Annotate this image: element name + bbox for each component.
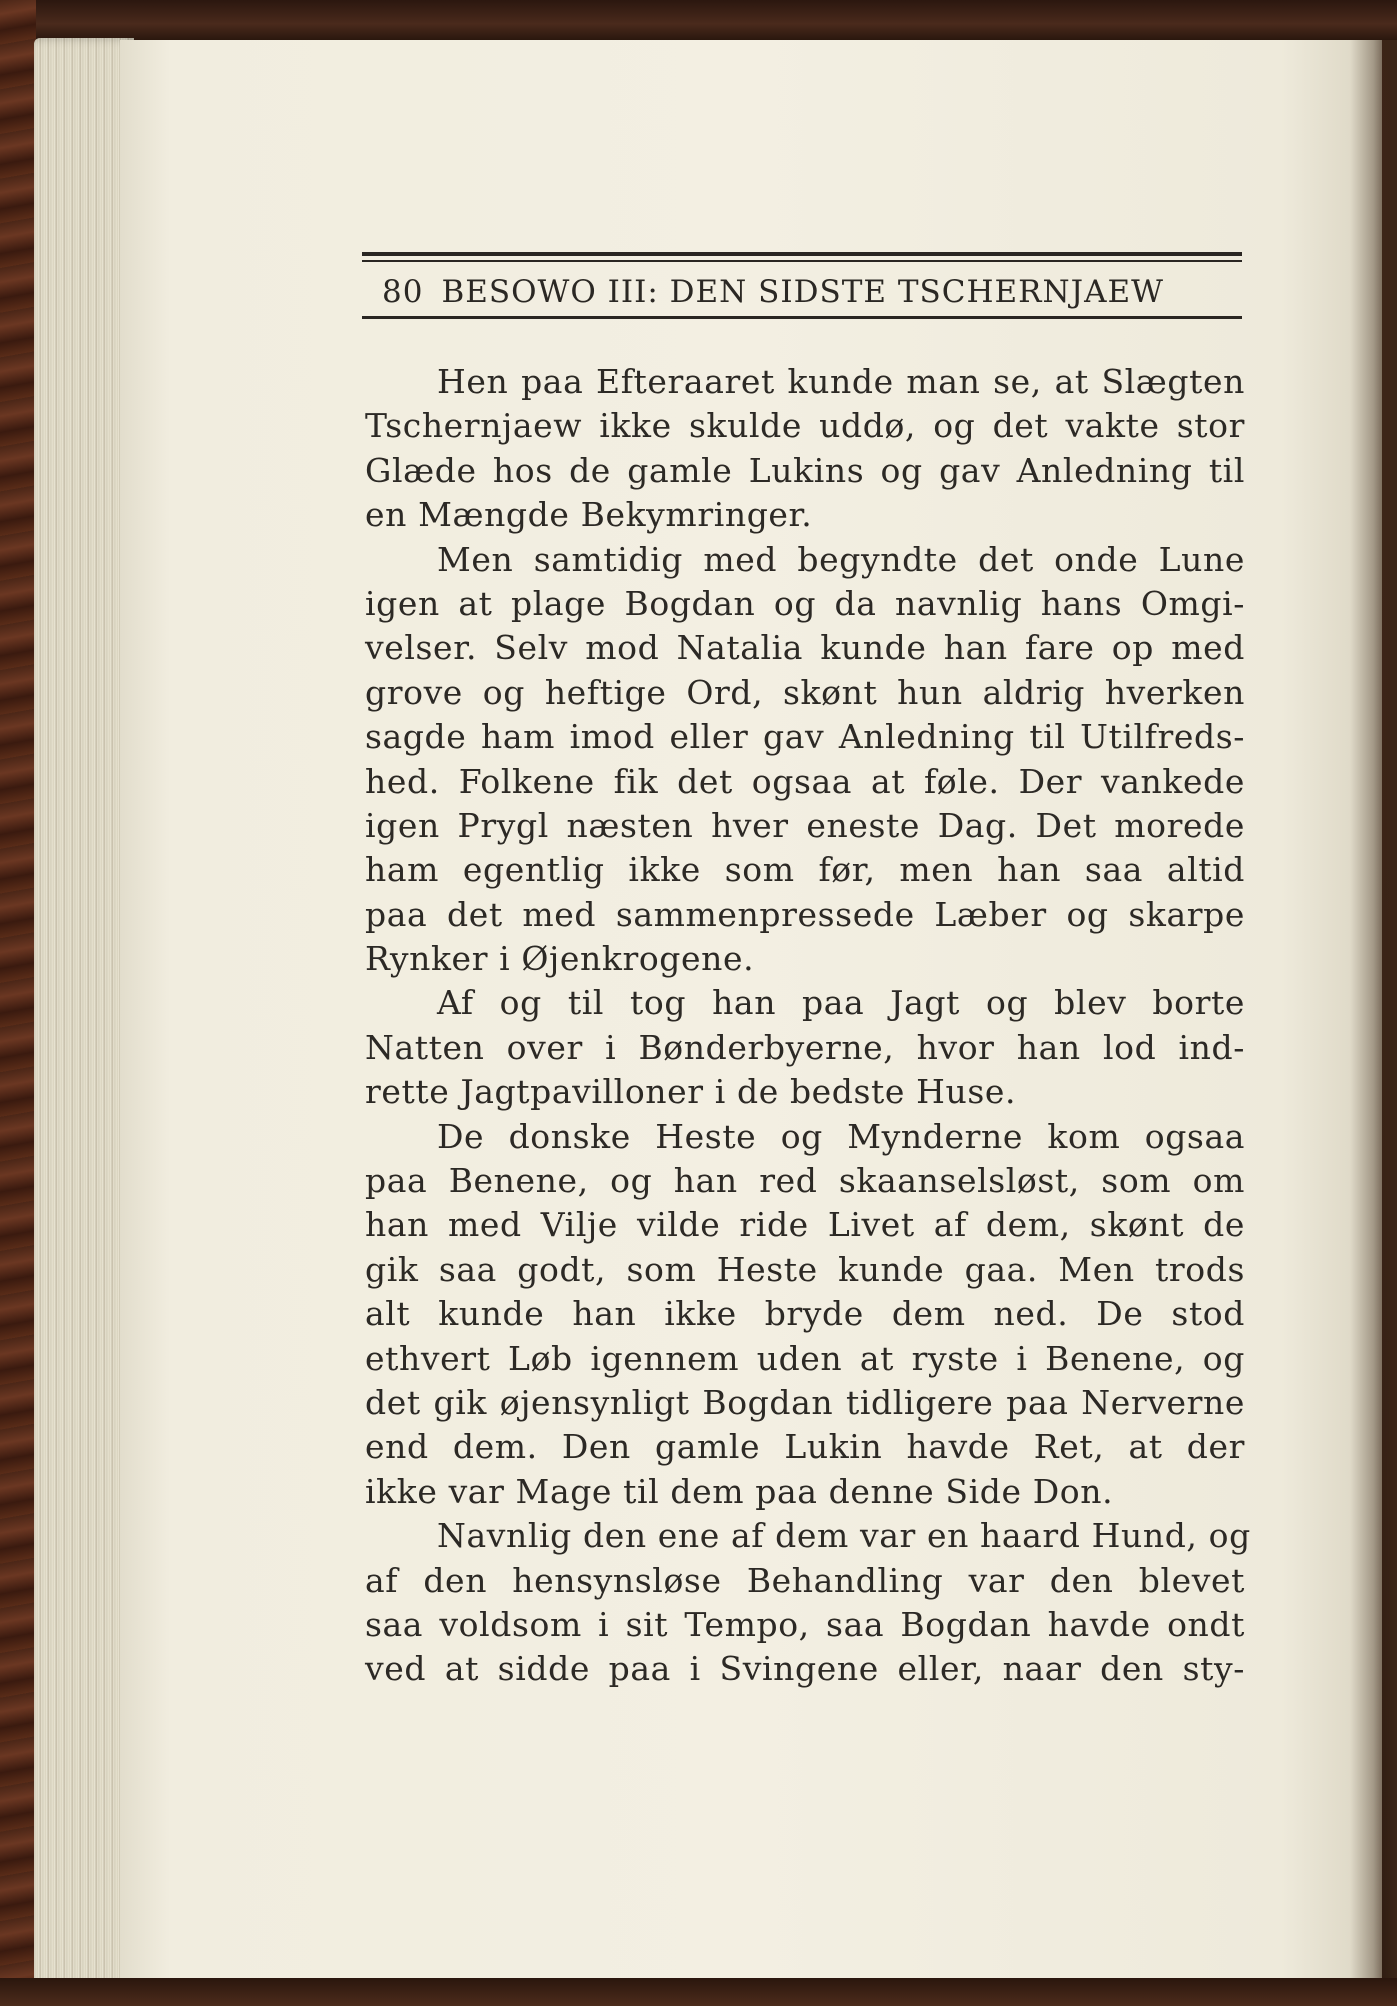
text-line: Navnlig den ene af dem var en haard Hund, og [437,1516,1251,1556]
text-line: De donske Heste og Mynderne kom ogsaa [437,1116,1245,1156]
text-line: ikke var Mage til dem paa denne Side Don. [365,1471,1114,1511]
page-edges [34,38,134,1988]
text-line: ved at sidde paa i Svingene eller, naar den sty- [365,1649,1245,1689]
book-cover-left [0,0,36,2006]
book-cover-top [0,0,1397,40]
text-line: alt kunde han ikke bryde dem ned. De stod [365,1294,1245,1334]
text-line: igen at plage Bogdan og da navnlig hans Omgi- [365,583,1245,623]
text-line: sagde ham imod eller gav Anledning til Utilfreds- [365,717,1245,757]
header-rule-thin [362,260,1242,262]
running-head [362,270,1242,314]
text-line: gik saa godt, som Heste kunde gaa. Men trods [365,1249,1245,1289]
text-line: velser. Selv mod Natalia kunde han fare op med [365,628,1245,668]
text-line: Hen paa Efteraaret kunde man se, at Slægten [437,362,1245,401]
text-line: igen Prygl næsten hver eneste Dag. Det morede [365,805,1245,845]
text-line: rette Jagtpavilloner i de bedste Huse. [365,1072,1017,1112]
text-line: paa det med sammenpressede Læber og skarpe [365,894,1245,934]
text-line: ethvert Løb igennem uden at ryste i Benene, og [365,1338,1245,1378]
text-line: Af og til tog han paa Jagt og blev borte [437,983,1245,1023]
header-rule-thick [362,252,1242,256]
text-line: Natten over i Bønderbyerne, hvor han lod ind- [365,1027,1245,1067]
text-line: Glæde hos de gamle Lukins og gav Anledning til [365,450,1245,490]
page-number: 80 [382,274,424,310]
text-line: det gik øjensynligt Bogdan tidligere paa Nerverne [365,1382,1245,1422]
text-line: grove og heftige Ord, skønt hun aldrig hverken [365,672,1245,712]
text-line: han med Vilje vilde ride Livet af dem, skønt de [365,1205,1245,1245]
text-line: end dem. Den gamle Lukin havde Ret, at der [365,1427,1245,1467]
text-line: Men samtidig med begyndte det onde Lune [437,539,1245,579]
text-line: paa Benene, og han red skaanselsløst, som om [365,1161,1245,1201]
header-rule-bottom [362,316,1242,319]
text-line: hed. Folkene fik det ogsaa at føle. Der vankede [365,761,1245,801]
text-line: Tschernjaew ikke skulde uddø, og det vakte stor [365,406,1245,446]
spine-shadow [1350,40,1397,1985]
running-title: BESOWO III: DEN SIDSTE TSCHERNJAEW [441,274,1164,310]
text-line: ham egentlig ikke som før, men han saa altid [365,850,1245,890]
body-text [365,360,1251,1692]
page-header [362,252,1242,319]
text-line: Rynker i Øjenkrogene. [365,939,755,979]
text-line: af den hensynsløse Behandling var den blevet [365,1560,1245,1600]
book-cover-bottom [0,1978,1397,2006]
text-line: en Mængde Bekymringer. [365,495,813,535]
text-line: saa voldsom i sit Tempo, saa Bogdan havde ondt [365,1604,1245,1644]
